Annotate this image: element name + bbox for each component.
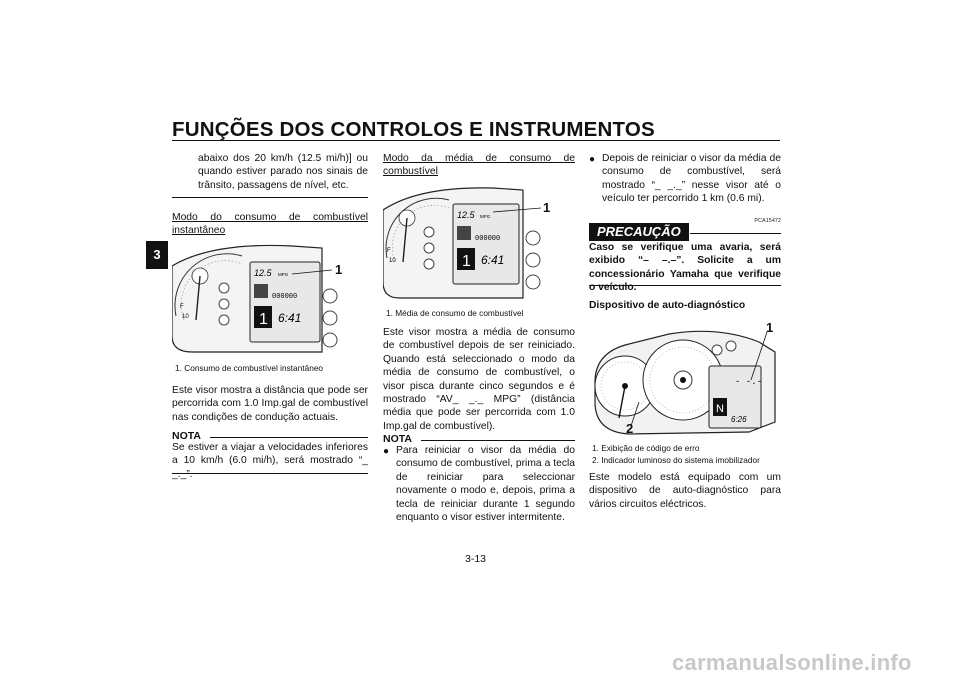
callout-1-diagnostic: 1 (766, 320, 774, 335)
svg-text:F: F (180, 304, 184, 310)
odo-value: 000000 (272, 293, 298, 301)
caption-error-code: 1. Exibição de código de erro (592, 443, 700, 453)
error-code-display: - -.- (735, 377, 763, 387)
body-average: Este visor mostra a média de consumo de combustível depois de ser reiniciado. Quando está seleccionado o modo da média de consumo de combustível, o visor pisca durante cinco segundos e é mostrado “AV_ _._ MPG” (distância média que pode ser percorrida com 1.0 Imp.gal de combustível). (383, 327, 575, 432)
neutral-indicator: N (716, 403, 724, 415)
caption-instant: 1. Consumo de combustível instantâneo (175, 363, 324, 373)
clock-value: 6:41 (481, 253, 505, 267)
page-title: FUNÇÕES DOS CONTROLOS E INSTRUMENTOS (172, 118, 655, 141)
bullet-dot-icon: ● (383, 446, 390, 457)
section-heading-average: Modo da média de consumo de combustível (383, 153, 575, 178)
nota-label-2: NOTA (383, 433, 412, 445)
column-1 (172, 152, 368, 192)
section-heading-diagnostic: Dispositivo de auto-diagnóstico (589, 300, 746, 311)
caution-bottom-rule (589, 285, 781, 286)
dashboard-diagnostic-figure (589, 322, 781, 440)
fuel-unit: MPG (480, 214, 491, 219)
body-instant: Este visor mostra a distância que pode ser percorrida com 1.0 Imp.gal de combustível nas condições de condução actuais. (172, 385, 368, 423)
nota-bullet-2: ● Para reiniciar o visor da média do consumo de combustível, prima a tecla de reiniciar para seleccionar novamente o modo e, depois, prima a tecla de reiniciar durante 1 segundo enquanto o visor estiver intermitente. (383, 445, 575, 524)
svg-text:10: 10 (389, 258, 396, 264)
svg-text:F: F (387, 248, 391, 254)
title-rule (172, 140, 780, 141)
clock-small: 6:26 (731, 415, 747, 424)
caution-code: PCA15472 (754, 218, 781, 224)
caution-text: Caso se verifique uma avaria, será exibido “– –.–”. Solicite a um concessionário Yamaha que verifique o veículo. (589, 242, 781, 294)
caption-average: 1. Média de consumo de combustível (386, 308, 524, 318)
gear-value: 1 (462, 253, 471, 270)
callout-2-diagnostic: 2 (626, 421, 634, 436)
odo-value: 000000 (475, 235, 501, 243)
divider (172, 473, 368, 474)
section-heading-instant: Modo do consumo de combustível instantâneo (172, 212, 368, 237)
fuel-unit: MPG (278, 272, 289, 277)
intro-text: abaixo dos 20 km/h (12.5 mi/h)] ou quando estiver parado nos sinais de trânsito, passagens de nível, etc. (198, 153, 368, 191)
divider (172, 197, 368, 198)
gear-value: 1 (259, 311, 268, 328)
fuel-value: 12.5 (254, 268, 272, 278)
dashboard-instant-figure (172, 236, 368, 356)
bullet-reset-info: ● Depois de reiniciar o visor da média de consumo de combustível, será mostrado “_ _._” nesse visor até o veículo ter percorrido 1 km (0.6 mi). (589, 153, 781, 205)
nota-rule-1 (210, 437, 368, 438)
clock-value: 6:41 (278, 311, 302, 325)
callout-1-average: 1 (543, 200, 551, 215)
caution-rule (690, 233, 781, 234)
caution-label: PRECAUÇÃO (589, 223, 689, 241)
caption-immobilizer: 2. Indicador luminoso do sistema imobilizador (592, 455, 760, 465)
fuel-value: 12.5 (457, 210, 475, 220)
callout-1-instant: 1 (335, 262, 343, 277)
page-number: 3-13 (465, 553, 487, 565)
nota-text-1: Se estiver a viajar a velocidades inferiores a 10 km/h (6.0 mi/h), será mostrado “_ _._”. (172, 442, 368, 480)
caution-badge (589, 223, 689, 241)
bullet-dot-icon: ● (589, 154, 596, 165)
chapter-tab: 3 (146, 241, 168, 269)
svg-text:10: 10 (182, 314, 189, 320)
nota-rule-2 (421, 440, 575, 441)
nota-label-1: NOTA (172, 430, 201, 442)
body-diagnostic: Este modelo está equipado com um dispositivo de auto-diagnóstico para vários circuitos eléctricos. (589, 472, 781, 510)
watermark: carmanualsonline.info (672, 650, 912, 675)
